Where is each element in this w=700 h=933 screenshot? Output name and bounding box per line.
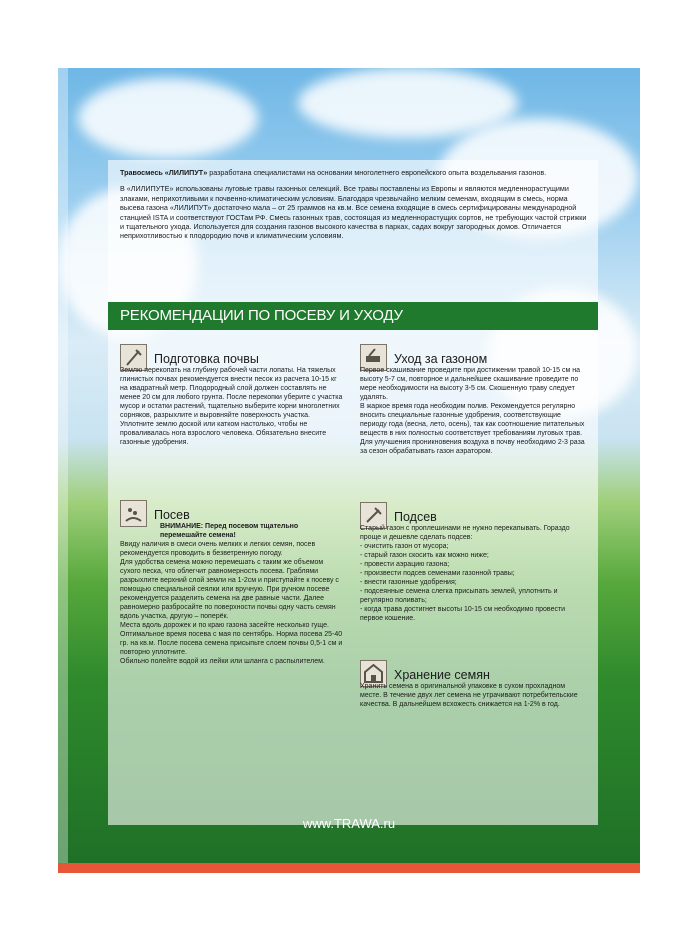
- section-paragraph: Старый газон с проплешинами не нужно перекапывать. Гораздо проще и дешевле сделать подсев:: [360, 525, 570, 541]
- section-paragraph: Для удобства семена можно перемешать с таким же объемом сухого песка, что облегчит равномерность посева. Граблями разрыхлите верхний слой земли на 1-2см и приступайте к посеву с помощью специальной сеялки или вручную. При ручном посеве рекомендуется разделить семена на две равные части. Далее равномерно разбросайте по поверхности почвы одну часть семян вдоль участка, другую – поперёк.: [120, 559, 339, 620]
- bottom-stripe: [58, 863, 640, 873]
- section-paragraph: Ввиду наличия в смеси очень мелких и легких семян, посев рекомендуется проводить в безветренную погоду.: [120, 541, 316, 557]
- sowing-warning: ВНИМАНИЕ: Перед посевом тщательно перемешайте семена!: [160, 523, 299, 539]
- section-paragraph: Хранить семена в оригинальной упаковке в сухом прохладном месте. В течение двух лет семена не утрачивают потребительские качества. В дальнейшем всхожесть снижается на 1-2% в год.: [360, 683, 578, 708]
- section-paragraph: - подсеянные семена слегка присыпать землей, уплотнить и регулярно поливать;: [360, 588, 558, 604]
- section-body: [360, 524, 585, 623]
- intro-text: [120, 168, 590, 248]
- intro-sentence: В «ЛИЛИПУТЕ» использованы луговые травы газонных селекций. Все травы поставлены из Европы и являются медленнорастущими злаками, неприхотливыми к почвенно-климатическим условиям. Благодаря чрезвычайно мелким семенам, входящим в смесь, норма высева газона «ЛИЛИПУТ» достаточно мала – от 25 граммов на кв.м. Все семена входящие в смесь сертифицированы международной станцией ISTA и соответствуют ГОСТам РФ. Смесь газонных трав, состоящая из медленнорастущих сортов, не требующих частой стрижки и тщательного ухода. Используется для создания газонов высокого качества в парках, садах вокруг загородных домов. Отличается неприхотливостью к плодородию почв и климатическим условиям.: [120, 184, 587, 241]
- banner-title: РЕКОМЕНДАЦИИ ПО ПОСЕВУ И УХОДУ: [120, 307, 403, 324]
- section-paragraph: - произвести подсев семенами газонной травы;: [360, 570, 515, 577]
- website-url: www.TRAWA.ru: [302, 816, 396, 831]
- section-paragraph: - провести аэрацию газона;: [360, 561, 450, 568]
- section-paragraph: - очистить газон от мусора;: [360, 543, 449, 550]
- section-title: Подготовка почвы: [154, 352, 259, 366]
- cloud-shape: [78, 78, 258, 158]
- section-paragraph: В жаркое время года необходим полив. Рекомендуется регулярно вносить специальные газонные удобрения, соответствующие периоду года (весна, лето, осень), так как соотношение питательных веществ в них полностью соответствует требованиям луговых трав.: [360, 403, 585, 437]
- section-title: Подсев: [394, 510, 437, 524]
- section-paragraph: Землю перекопать на глубину рабочей части лопаты. На тяжелых глинистых почвах рекомендуется внести песок из расчета 10-15 кг на квадратный метр. Плодородный слой должен составлять не менее 20 см для любого грунта. После перекопки уберите с участка мусор и остатки растений, тщательно выберите корни многолетних сорняков, разрыхлите и выровняйте поверхность участка.: [120, 367, 343, 419]
- side-band: [58, 68, 68, 873]
- section-sowing: [120, 500, 345, 770]
- package-back: [58, 68, 640, 873]
- section-paragraph: - внести газонные удобрения;: [360, 579, 457, 586]
- intro-paragraph: [120, 184, 590, 240]
- section-body: [120, 522, 345, 666]
- section-body: [120, 366, 345, 447]
- section-lawn-care: [360, 344, 585, 494]
- section-paragraph: - старый газон скосить как можно ниже;: [360, 552, 489, 559]
- section-seed-storage: [360, 660, 585, 740]
- brand-name: Травосмесь «ЛИЛИПУТ»: [120, 168, 208, 177]
- info-panel: [108, 160, 598, 825]
- section-soil-preparation: [120, 344, 345, 494]
- recommendations-banner: [108, 302, 598, 330]
- section-paragraph: Первое скашивание проведите при достижении травой 10-15 см на высоту 5-7 см, повторное и дальнейшее скашивание проведите по мере необходимости на высоту 3-5 см. Скошенную траву следует удалять.: [360, 367, 580, 401]
- section-title: Хранение семян: [394, 668, 490, 682]
- section-title: Уход за газоном: [394, 352, 488, 366]
- section-overseeding: [360, 502, 585, 662]
- section-title: Посев: [154, 508, 190, 522]
- intro-paragraph: [120, 168, 590, 177]
- section-paragraph: Места вдоль дорожек и по краю газона засейте несколько гуще. Оптимальное время посева с мая по сентябрь. Норма посева 25-40 гр. на кв.м. После посева семена присыпьте слоем почвы 0,5-1 см и повторно уплотните.: [120, 622, 343, 656]
- section-paragraph: Для улучшения проникновения воздуха в почву необходимо 2-3 раза за сезон обрабатывать газон аэратором.: [360, 439, 585, 455]
- intro-sentence: разработана специалистами на основании многолетнего европейского опыта воздельвания газонов.: [207, 168, 547, 177]
- section-paragraph: Обильно полейте водой из лейки или шланга с распылителем.: [120, 658, 325, 665]
- section-paragraph: Уплотните землю доской или катком настолько, чтобы не проваливалась нога взрослого человека. Обязательно внесите газонные удобрения.: [120, 421, 327, 446]
- section-body: [360, 682, 585, 709]
- section-body: [360, 366, 585, 456]
- section-paragraph: - когда трава достигнет высоты 10-15 см необходимо провести первое кошение.: [360, 606, 566, 622]
